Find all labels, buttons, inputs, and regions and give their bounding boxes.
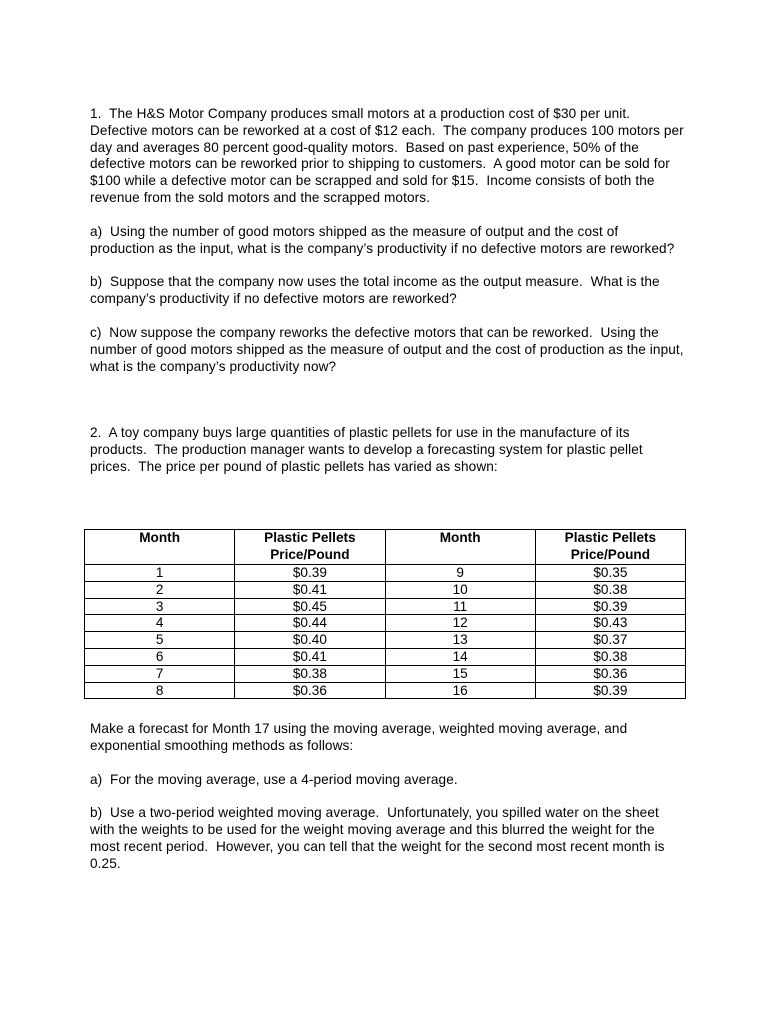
price-table-header	[85, 530, 686, 565]
price-cell: $0.37	[535, 632, 685, 649]
table-row	[85, 648, 686, 665]
month-cell: 7	[85, 665, 235, 682]
q2-forecast-instructions: Make a forecast for Month 17 using the moving average, weighted moving average, and exponential smoothing methods as follows:	[90, 721, 632, 753]
price-table	[84, 529, 686, 699]
q1-intro: 1. The H&S Motor Company produces small motors at a production cost of $30 per unit. Defective motors can be reworked at a cost of $12 each. The company produces 100 motors per day and averages 80 percent good-quality motors. Based on past experience, 50% of the defective motors can be reworked prior to shipping to customers. A good motor can be sold for $100 while a defective motor can be scrapped and sold for $15. Income consists of both the revenue from the sold motors and the scrapped motors.	[90, 106, 688, 205]
q1-part-c: c) Now suppose the company reworks the defective motors that can be reworked. Using the number of good motors shipped as the measure of output and the cost of production as the input, what is the company’s productivity now?	[90, 324, 688, 374]
q2-part-b: b) Use a two-period weighted moving average. Unfortunately, you spilled water on the sheet with the weights to be used for the weight moving average and this blurred the weight for the most recent period. However, you can tell that the weight for the second most recent month is 0.25.	[90, 805, 669, 871]
table-row	[85, 615, 686, 632]
table-row	[85, 581, 686, 598]
price-cell: $0.36	[235, 682, 385, 699]
month-cell: 10	[385, 581, 535, 598]
month-cell: 15	[385, 665, 535, 682]
month-cell: 6	[85, 648, 235, 665]
price-cell: $0.44	[235, 615, 385, 632]
header-price-1: Plastic Pellets Price/Pound	[235, 530, 385, 565]
price-cell: $0.39	[535, 598, 685, 615]
q1-part-b: b) Suppose that the company now uses the total income as the output measure. What is the company’s productivity if no defective motors are reworked?	[90, 274, 664, 307]
price-cell: $0.41	[235, 581, 385, 598]
table-row	[85, 665, 686, 682]
question-1	[90, 106, 688, 476]
month-cell: 5	[85, 632, 235, 649]
month-cell: 14	[385, 648, 535, 665]
price-cell: $0.36	[535, 665, 685, 682]
month-cell: 3	[85, 598, 235, 615]
q1-part-a: a) Using the number of good motors shipped as the measure of output and the cost of production as the input, what is the company’s productivity if no defective motors are reworked?	[90, 223, 675, 256]
price-cell: $0.39	[535, 682, 685, 699]
month-cell: 16	[385, 682, 535, 699]
table-row	[85, 565, 686, 582]
table-row	[85, 682, 686, 699]
price-cell: $0.41	[235, 648, 385, 665]
month-cell: 1	[85, 565, 235, 582]
month-cell: 13	[385, 632, 535, 649]
header-month-2: Month	[385, 530, 535, 565]
table-row	[85, 598, 686, 615]
price-cell: $0.45	[235, 598, 385, 615]
month-cell: 11	[385, 598, 535, 615]
price-cell: $0.35	[535, 565, 685, 582]
q2-intro: 2. A toy company buys large quantities of plastic pellets for use in the manufacture of its products. The production manager wants to develop a forecasting system for plastic pellet prices. The price per pound of plastic pellets has varied as shown:	[90, 425, 647, 474]
month-cell: 4	[85, 615, 235, 632]
price-cell: $0.38	[235, 665, 385, 682]
table-row	[85, 632, 686, 649]
question-2-parts	[90, 721, 685, 873]
month-cell: 9	[385, 565, 535, 582]
month-cell: 8	[85, 682, 235, 699]
q2-part-a: a) For the moving average, use a 4-period moving average.	[90, 771, 458, 787]
header-month-1: Month	[85, 530, 235, 565]
month-cell: 2	[85, 581, 235, 598]
price-cell: $0.40	[235, 632, 385, 649]
header-price-2: Plastic Pellets Price/Pound	[535, 530, 685, 565]
price-cell: $0.39	[235, 565, 385, 582]
price-cell: $0.43	[535, 615, 685, 632]
month-cell: 12	[385, 615, 535, 632]
price-cell: $0.38	[535, 648, 685, 665]
price-cell: $0.38	[535, 581, 685, 598]
